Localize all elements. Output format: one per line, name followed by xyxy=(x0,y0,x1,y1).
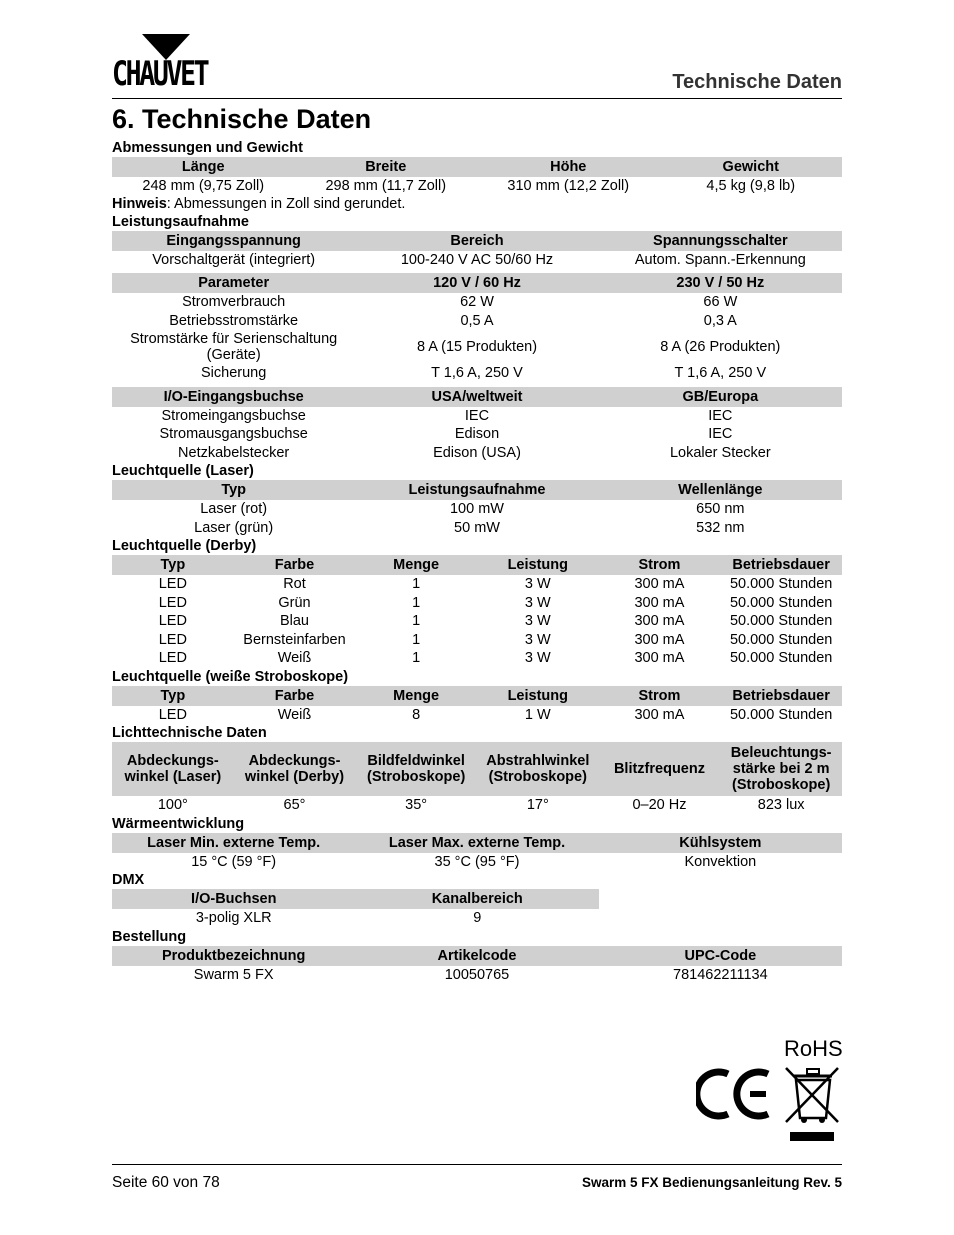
table-cell: Weiß xyxy=(277,650,312,667)
table-header: Abdeckungs-winkel (Laser) xyxy=(112,742,234,796)
table-cell: 65° xyxy=(283,797,306,814)
power-input-table xyxy=(112,231,842,270)
order-table xyxy=(112,946,842,985)
section-label: Technische Daten xyxy=(672,71,842,93)
io-socket-table xyxy=(112,387,842,463)
spec-content xyxy=(112,139,842,984)
table-cell: Stromausgangsbuchse xyxy=(159,426,308,443)
page-title: 6. Technische Daten xyxy=(112,104,372,134)
table-cell: 3 W xyxy=(524,613,551,630)
table-cell: Betriebsstromstärke xyxy=(169,312,299,329)
table-header: Laser Min. externe Temp. xyxy=(112,833,355,853)
table-header: Länge xyxy=(112,157,295,177)
laser-heading: Leuchtquelle (Laser) xyxy=(112,463,254,479)
table-cell: 100-240 V AC 50/60 Hz xyxy=(400,251,554,268)
table-header: Gewicht xyxy=(660,157,843,177)
table-header: Kühlsystem xyxy=(599,833,842,853)
table-cell: 50 mW xyxy=(454,519,500,536)
table-cell: IEC xyxy=(464,407,490,424)
laser-table xyxy=(112,480,842,537)
table-cell: Edison (USA) xyxy=(433,444,521,461)
table-cell: Grün xyxy=(278,594,311,611)
table-cell: 532 nm xyxy=(696,519,745,536)
derby-heading: Leuchtquelle (Derby) xyxy=(112,538,257,554)
table-cell: 300 mA xyxy=(634,650,685,667)
table-cell: 15 °C (59 °F) xyxy=(191,853,277,870)
table-header: Abstrahlwinkel (Stroboskope) xyxy=(477,742,599,796)
compliance-marks xyxy=(696,1036,842,1146)
table-cell: 8 xyxy=(412,706,421,723)
strobe-heading: Leuchtquelle (weiße Stroboskope) xyxy=(112,668,349,685)
table-cell: Laser (rot) xyxy=(200,501,268,518)
table-header: Menge xyxy=(355,686,477,706)
table-header: Farbe xyxy=(234,555,356,575)
table-header: Blitzfrequenz xyxy=(599,742,721,796)
table-cell: 1 xyxy=(412,650,421,667)
table-header: USA/weltweit xyxy=(355,387,598,407)
table-header: Leistung xyxy=(477,686,599,706)
table-header: 230 V / 50 Hz xyxy=(599,273,842,293)
dmx-heading: DMX xyxy=(112,872,145,888)
table-cell: 50.000 Stunden xyxy=(729,650,833,667)
dims-note xyxy=(112,196,842,213)
table-header: Wellenlänge xyxy=(599,480,842,500)
document-title: Swarm 5 FX Bedienungsanleitung Rev. 5 xyxy=(581,1175,842,1190)
table-cell: 300 mA xyxy=(634,631,685,648)
table-cell: Vorschaltgerät (integriert) xyxy=(152,251,316,268)
table-cell: 300 mA xyxy=(634,613,685,630)
table-cell: Bernsteinfarben xyxy=(243,631,346,648)
strobe-table xyxy=(112,686,842,725)
table-cell: Lokaler Stecker xyxy=(669,444,771,461)
table-cell: 17° xyxy=(526,797,549,814)
table-cell: Swarm 5 FX xyxy=(193,966,274,983)
table-cell: Konvektion xyxy=(684,853,757,870)
table-row xyxy=(112,312,842,331)
dims-heading: Abmessungen und Gewicht xyxy=(112,140,303,156)
table-header: Abdeckungs-winkel (Derby) xyxy=(234,742,356,796)
table-row xyxy=(112,631,842,650)
table-cell: 9 xyxy=(473,910,482,927)
table-cell: 310 mm (12,2 Zoll) xyxy=(507,178,630,195)
table-row xyxy=(112,251,842,270)
table-header: Strom xyxy=(599,686,721,706)
table-cell: 3 W xyxy=(524,576,551,593)
table-row xyxy=(112,444,842,463)
table-cell: Sicherung xyxy=(201,365,267,382)
table-cell: LED xyxy=(158,706,187,723)
derby-table xyxy=(112,555,842,668)
table-header: Parameter xyxy=(112,273,355,293)
table-header: Menge xyxy=(355,555,477,575)
table-header: Spannungsschalter xyxy=(599,231,842,251)
table-cell: Edison xyxy=(454,426,500,443)
table-cell: 50.000 Stunden xyxy=(729,594,833,611)
table-cell: 300 mA xyxy=(634,576,685,593)
table-cell: 8 A (15 Produkten) xyxy=(416,339,538,355)
photometric-table xyxy=(112,742,842,815)
table-row xyxy=(112,853,842,872)
rohs-label: RoHS xyxy=(784,1036,842,1061)
table-cell: 3 W xyxy=(524,594,551,611)
table-cell: 1 xyxy=(412,576,421,593)
table-header: Betriebsdauer xyxy=(720,555,842,575)
table-cell: 66 W xyxy=(703,294,738,311)
table-cell: LED xyxy=(158,613,187,630)
dims-table xyxy=(112,157,842,196)
table-header: Bereich xyxy=(355,231,598,251)
table-cell: 1 xyxy=(412,631,421,648)
table-cell: Stromverbrauch xyxy=(182,294,286,311)
table-cell: IEC xyxy=(708,426,733,443)
table-header: I/O-Buchsen xyxy=(112,889,356,909)
table-cell: Autom. Spann.-Erkennung xyxy=(634,251,806,268)
thermal-table xyxy=(112,833,842,872)
dmx-table xyxy=(112,889,599,928)
table-cell: Blau xyxy=(279,613,309,630)
table-cell: 8 A (26 Produkten) xyxy=(660,339,781,355)
table-cell: 3 W xyxy=(524,650,551,667)
table-header: Leistung xyxy=(477,555,599,575)
table-cell: Weiß xyxy=(277,706,312,723)
table-cell: 50.000 Stunden xyxy=(729,631,833,648)
table-cell: 35 °C (95 °F) xyxy=(434,853,520,870)
logo-text: CHAUVET xyxy=(112,54,208,94)
table-row xyxy=(112,966,842,985)
table-cell: 50.000 Stunden xyxy=(729,706,833,723)
table-cell: 100 mW xyxy=(449,501,504,518)
table-row xyxy=(112,500,842,519)
table-header: Strom xyxy=(599,555,721,575)
table-cell: 0,5 A xyxy=(460,312,494,329)
table-cell: 35° xyxy=(405,797,428,814)
table-header: Breite xyxy=(295,157,478,177)
table-header: Typ xyxy=(112,686,234,706)
table-cell: 62 W xyxy=(460,294,494,311)
table-cell: LED xyxy=(158,631,187,648)
table-cell: 1 W xyxy=(524,706,551,723)
table-cell: 4,5 kg (9,8 lb) xyxy=(706,178,796,195)
ce-mark-icon xyxy=(697,1072,768,1116)
table-cell: 0,3 A xyxy=(703,312,737,329)
table-header: Betriebsdauer xyxy=(720,686,842,706)
table-row xyxy=(112,293,842,312)
table-header: Produktbezeichnung xyxy=(112,946,355,966)
table-cell: 0–20 Hz xyxy=(632,797,687,814)
table-header: Kanalbereich xyxy=(356,889,600,909)
table-cell: 10050765 xyxy=(444,966,510,983)
table-cell: 50.000 Stunden xyxy=(729,613,833,630)
table-cell: IEC xyxy=(708,407,733,424)
table-cell: Netzkabelstecker xyxy=(178,444,290,461)
table-header: Leistungsaufnahme xyxy=(355,480,598,500)
table-cell: 50.000 Stunden xyxy=(729,576,833,593)
order-heading: Bestellung xyxy=(112,928,187,945)
table-header: Typ xyxy=(112,480,355,500)
table-header: Laser Max. externe Temp. xyxy=(355,833,598,853)
table-row xyxy=(112,909,599,928)
table-row xyxy=(112,364,842,383)
table-cell: 3-polig XLR xyxy=(195,910,272,927)
table-cell: 781462211134 xyxy=(673,966,768,983)
table-cell: 823 lux xyxy=(757,797,805,814)
table-header: Artikelcode xyxy=(355,946,598,966)
table-row xyxy=(112,575,842,594)
table-cell: 1 xyxy=(412,594,421,611)
table-row xyxy=(112,612,842,631)
table-cell: Rot xyxy=(283,576,306,593)
table-cell: Stromeingangsbuchse xyxy=(161,407,306,424)
table-row xyxy=(112,177,842,196)
table-header: Farbe xyxy=(234,686,356,706)
table-cell: LED xyxy=(158,576,187,593)
table-cell: 100° xyxy=(157,797,188,814)
page-footer xyxy=(112,1164,842,1191)
table-row xyxy=(112,519,842,538)
table-cell: 300 mA xyxy=(634,594,685,611)
table-header: Eingangsspannung xyxy=(112,231,355,251)
note-text: : Abmessungen in Zoll sind gerundet. xyxy=(166,195,406,212)
table-cell: T 1,6 A, 250 V xyxy=(674,365,767,382)
table-cell: Laser (grün) xyxy=(194,519,274,536)
table-header: UPC-Code xyxy=(599,946,842,966)
weee-bin-icon xyxy=(786,1068,838,1141)
table-header: GB/Europa xyxy=(599,387,842,407)
table-row xyxy=(112,649,842,668)
page-header xyxy=(112,34,842,99)
table-header: Typ xyxy=(112,555,234,575)
chauvet-logo xyxy=(112,34,254,94)
table-header: Höhe xyxy=(477,157,660,177)
thermal-heading: Wärmeentwicklung xyxy=(112,815,245,832)
table-cell: 3 W xyxy=(524,631,551,648)
table-row xyxy=(112,706,842,725)
table-cell: 300 mA xyxy=(634,706,685,723)
table-row xyxy=(112,407,842,426)
table-cell: T 1,6 A, 250 V xyxy=(431,365,523,382)
table-header: Bildfeldwinkel (Stroboskope) xyxy=(355,742,477,796)
table-cell: Stromstärke für Serienschaltung (Geräte) xyxy=(130,331,338,363)
note-label: Hinweis xyxy=(112,195,167,212)
table-cell: 298 mm (11,7 Zoll) xyxy=(325,178,447,195)
table-header: 120 V / 60 Hz xyxy=(355,273,598,293)
power-parameter-table xyxy=(112,273,842,383)
table-row xyxy=(112,594,842,613)
table-cell: LED xyxy=(158,594,187,611)
table-cell: 650 nm xyxy=(696,501,745,518)
table-header: Beleuchtungs-stärke bei 2 m (Stroboskope) xyxy=(720,742,842,796)
table-cell: LED xyxy=(158,650,187,667)
table-row xyxy=(112,796,842,815)
power-heading: Leistungsaufnahme xyxy=(112,213,249,230)
table-row xyxy=(112,330,842,364)
table-cell: 248 mm (9,75 Zoll) xyxy=(142,178,265,195)
table-header: I/O-Eingangsbuchse xyxy=(112,387,355,407)
page-number: Seite 60 von 78 xyxy=(112,1174,220,1191)
photometric-heading: Lichttechnische Daten xyxy=(112,725,267,741)
table-row xyxy=(112,425,842,444)
table-cell: 1 xyxy=(412,613,421,630)
